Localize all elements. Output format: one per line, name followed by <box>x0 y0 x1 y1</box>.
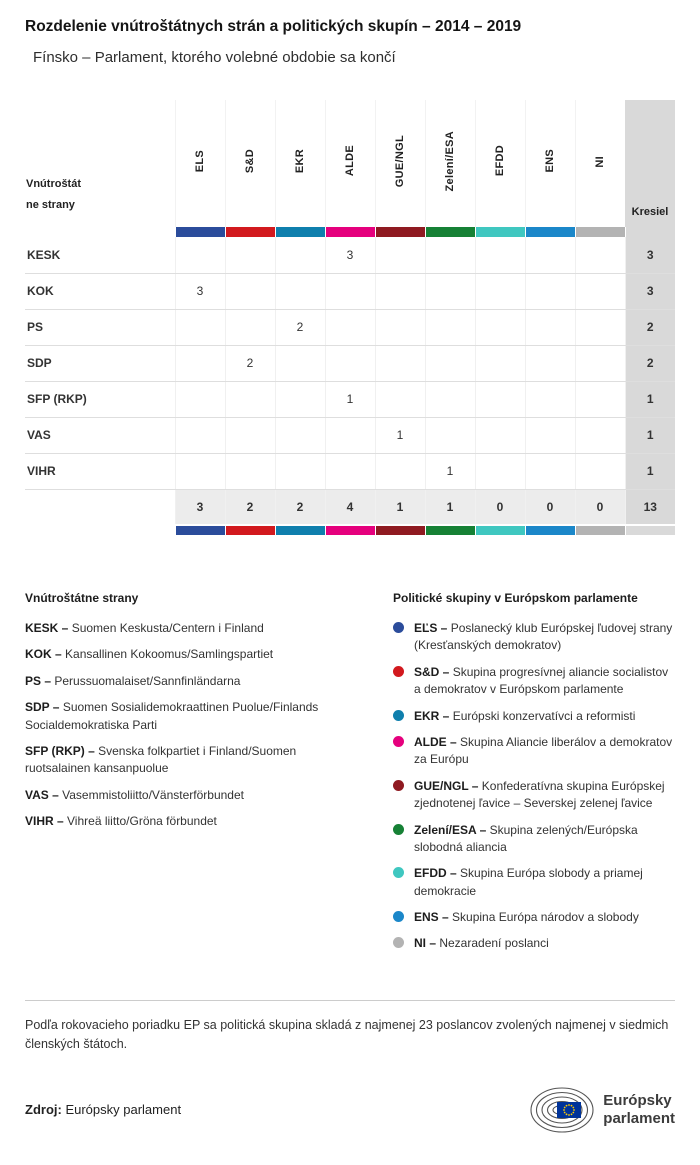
column-total-cell: 2 <box>275 489 325 525</box>
group-legend-code: Zelení/ESA – <box>414 822 490 837</box>
legends-section <box>25 591 675 962</box>
group-legend-description: Skupina Aliancie liberálov a demokratov za Európu <box>414 734 673 767</box>
european-parliament-logo <box>529 1085 675 1135</box>
seat-count-cell <box>175 417 225 453</box>
seat-count-cell <box>575 453 625 489</box>
group-legend-description: Skupina Európa národov a slobody <box>452 910 639 925</box>
seat-count-cell <box>425 273 475 309</box>
national-parties-legend-title: Vnútroštátne strany <box>25 591 139 605</box>
totals-row <box>25 489 675 525</box>
group-color-bar-ALDE <box>325 525 375 535</box>
seat-count-cell <box>175 453 225 489</box>
party-name: KOK <box>25 273 175 309</box>
table-row-PS <box>25 309 675 345</box>
group-header-label: NI <box>594 155 607 168</box>
seat-count-cell <box>425 309 475 345</box>
group-color-dot <box>393 622 404 633</box>
seat-count-cell <box>575 309 625 345</box>
group-legend-code: ENS – <box>414 910 453 925</box>
row-seats-total: 3 <box>625 273 675 309</box>
seat-count-cell <box>375 237 425 273</box>
column-total-cell: 3 <box>175 489 225 525</box>
seat-count-cell <box>475 237 525 273</box>
source-value: Európsky parlament <box>65 1102 182 1118</box>
group-header-EKR <box>275 100 325 227</box>
party-legend-description: Vihreä liitto/Gröna förbundet <box>67 814 217 829</box>
seats-bar-cell <box>625 525 675 535</box>
party-legend-item <box>25 813 357 830</box>
row-seats-total: 1 <box>625 417 675 453</box>
seat-count-cell <box>225 417 275 453</box>
group-header-label: ELS <box>194 149 206 173</box>
group-legend-text <box>414 822 675 857</box>
party-name: PS <box>25 309 175 345</box>
party-name: VAS <box>25 417 175 453</box>
footer <box>25 1085 675 1135</box>
group-legend-item <box>393 778 675 813</box>
grand-total-cell: 13 <box>625 489 675 525</box>
party-legend-description: Suomen Keskusta/Centern i Finland <box>71 621 264 635</box>
seat-count-cell <box>475 453 525 489</box>
group-color-bar-ELS <box>175 227 225 237</box>
group-legend-code: ALDE – <box>414 734 461 749</box>
seat-count-cell: 1 <box>375 417 425 453</box>
seat-count-cell <box>325 453 375 489</box>
group-legend-text <box>414 935 549 952</box>
row-seats-total: 2 <box>625 309 675 345</box>
group-color-bar-GUE/NGL <box>375 227 425 237</box>
seat-count-cell: 3 <box>175 273 225 309</box>
party-legend-description: Suomen Sosialidemokraattinen Puolue/Finlands Socialdemokratiska Parti <box>25 700 319 732</box>
party-legend-description: Kansallinen Kokoomus/Samlingspartiet <box>65 647 274 662</box>
seat-count-cell <box>375 309 425 345</box>
group-color-bar-Zelení/ESA <box>425 227 475 237</box>
seat-count-cell <box>325 345 375 381</box>
group-header-ALDE <box>325 100 375 227</box>
table-row-SDP <box>25 345 675 381</box>
group-legend-item <box>393 620 675 655</box>
party-name: SDP <box>25 345 175 381</box>
seat-count-cell <box>225 309 275 345</box>
seat-count-cell <box>575 345 625 381</box>
table-body <box>25 237 675 489</box>
seat-count-cell <box>375 345 425 381</box>
political-groups-legend-items <box>393 620 675 953</box>
seats-bar-cell <box>625 227 675 237</box>
group-color-dot <box>393 867 404 878</box>
table-row-KESK <box>25 237 675 273</box>
group-legend-code: S&D – <box>414 664 453 679</box>
seat-count-cell <box>375 453 425 489</box>
group-header-label: ALDE <box>344 145 356 177</box>
group-color-dot <box>393 780 404 791</box>
footnote: Podľa rokovacieho poriadku EP sa politická skupina skladá z najmenej 23 poslancov zvolených najmenej v siedmich členských štátoch. <box>25 1017 669 1052</box>
group-legend-item <box>393 664 675 699</box>
page-title: Rozdelenie vnútroštátnych strán a politických skupín – 2014 – 2019 <box>25 18 522 35</box>
group-legend-item <box>393 865 675 900</box>
seat-count-cell <box>325 417 375 453</box>
seat-count-cell <box>525 345 575 381</box>
seat-count-cell <box>225 237 275 273</box>
table-row-SFP (RKP) <box>25 381 675 417</box>
column-total-cell: 0 <box>475 489 525 525</box>
color-bar-row-bottom <box>25 525 675 535</box>
seat-count-cell <box>425 417 475 453</box>
table-row-VAS <box>25 417 675 453</box>
row-seats-total: 3 <box>625 237 675 273</box>
row-seats-total: 2 <box>625 345 675 381</box>
group-header-label: ENS <box>544 149 556 173</box>
group-legend-text <box>414 708 635 725</box>
seat-count-cell <box>275 381 325 417</box>
group-legend-text <box>414 734 675 769</box>
bar-spacer-cell <box>25 227 175 237</box>
seat-count-cell <box>475 345 525 381</box>
seat-count-cell <box>275 417 325 453</box>
bar-spacer-cell <box>25 525 175 535</box>
national-parties-legend <box>25 591 393 962</box>
party-legend-code: PS – <box>25 673 55 688</box>
column-total-cell: 0 <box>575 489 625 525</box>
party-legend-code: KESK – <box>25 621 72 635</box>
group-color-bar-ENS <box>525 227 575 237</box>
group-color-bar-EFDD <box>475 525 525 535</box>
group-color-bar-NI <box>575 227 625 237</box>
column-total-cell: 2 <box>225 489 275 525</box>
seats-column-header: Kresiel <box>625 100 675 227</box>
seat-count-cell <box>525 417 575 453</box>
column-total-cell: 0 <box>525 489 575 525</box>
row-seats-total: 1 <box>625 381 675 417</box>
party-legend-item <box>25 620 357 637</box>
group-header-row <box>25 100 675 227</box>
seat-count-cell: 1 <box>425 453 475 489</box>
party-legend-description: Vasemmistoliitto/Vänsterförbundet <box>62 787 244 802</box>
national-parties-legend-items <box>25 620 357 831</box>
group-color-bar-ELS <box>175 525 225 535</box>
party-legend-item <box>25 699 357 734</box>
seat-count-cell <box>275 453 325 489</box>
page-subtitle: Fínsko – Parlament, ktorého volebné obdobie sa končí <box>33 49 396 66</box>
group-legend-item <box>393 822 675 857</box>
seat-count-cell <box>175 345 225 381</box>
row-seats-total: 1 <box>625 453 675 489</box>
group-color-dot <box>393 736 404 747</box>
group-legend-text <box>414 778 675 813</box>
column-total-cell: 1 <box>425 489 475 525</box>
hemicycle-logo-icon <box>529 1085 595 1135</box>
group-color-bar-EKR <box>275 525 325 535</box>
seat-count-cell <box>175 309 225 345</box>
group-legend-text <box>414 664 675 699</box>
group-header-S&D <box>225 100 275 227</box>
group-legend-description: Skupina zelených/Európska slobodná aliancia <box>414 822 638 854</box>
group-legend-item <box>393 734 675 769</box>
party-column-header <box>25 100 175 227</box>
group-header-EFDD <box>475 100 525 227</box>
group-color-dot <box>393 937 404 948</box>
group-legend-description: Skupina progresívnej aliancie socialistov a demokratov v Európskom parlamente <box>414 664 669 697</box>
seat-distribution-table <box>25 100 675 535</box>
group-legend-description: Nezaradení poslanci <box>439 936 549 951</box>
group-color-dot <box>393 824 404 835</box>
source-line <box>25 1102 181 1117</box>
seat-count-cell <box>325 309 375 345</box>
totals-spacer-cell <box>25 489 175 525</box>
party-legend-code: VIHR – <box>25 814 68 829</box>
group-legend-code: EFDD – <box>414 866 461 881</box>
seat-count-cell <box>325 273 375 309</box>
seat-count-cell: 2 <box>275 309 325 345</box>
group-color-bar-S&D <box>225 525 275 535</box>
group-legend-text <box>414 865 675 900</box>
group-legend-item <box>393 909 675 926</box>
footer-divider <box>25 1000 675 1001</box>
seat-count-cell: 1 <box>325 381 375 417</box>
seat-count-cell: 3 <box>325 237 375 273</box>
seat-count-cell <box>575 381 625 417</box>
group-color-bar-ALDE <box>325 227 375 237</box>
seat-count-cell <box>475 381 525 417</box>
seat-count-cell <box>525 237 575 273</box>
seat-count-cell <box>475 309 525 345</box>
group-color-dot <box>393 911 404 922</box>
group-color-bar-Zelení/ESA <box>425 525 475 535</box>
table-row-VIHR <box>25 453 675 489</box>
group-legend-code: GUE/NGL – <box>414 778 482 793</box>
party-legend-item <box>25 646 357 663</box>
seat-count-cell <box>275 345 325 381</box>
group-color-bar-EKR <box>275 227 325 237</box>
group-header-label: EFDD <box>494 145 506 177</box>
seat-count-cell <box>375 273 425 309</box>
party-legend-description: Svenska folkpartiet i Finland/Suomen ruotsalainen kansanpuolue <box>25 743 297 776</box>
seat-count-cell <box>175 237 225 273</box>
seat-count-cell <box>525 309 575 345</box>
group-color-dot <box>393 710 404 721</box>
party-legend-code: SFP (RKP) – <box>25 743 99 758</box>
party-legend-code: VAS – <box>25 787 63 802</box>
seat-count-cell <box>425 237 475 273</box>
group-header-label: GUE/NGL <box>394 134 406 188</box>
group-header-ELS <box>175 100 225 227</box>
group-color-bar-GUE/NGL <box>375 525 425 535</box>
seat-count-cell: 2 <box>225 345 275 381</box>
group-color-bar-EFDD <box>475 227 525 237</box>
group-legend-code: EĽS – <box>414 621 451 635</box>
seat-count-cell <box>525 453 575 489</box>
seat-count-cell <box>275 237 325 273</box>
group-legend-description: Európski konzervatívci a reformisti <box>452 708 636 723</box>
logo-text <box>603 1092 675 1127</box>
group-legend-item <box>393 935 675 952</box>
seat-count-cell <box>525 381 575 417</box>
seat-count-cell <box>425 345 475 381</box>
party-name: VIHR <box>25 453 175 489</box>
group-header-Zelení/ESA <box>425 100 475 227</box>
party-legend-description: Perussuomalaiset/Sannfinländarna <box>54 673 241 688</box>
table-row-KOK <box>25 273 675 309</box>
group-header-label: EKR <box>294 148 306 174</box>
group-color-bar-ENS <box>525 525 575 535</box>
seat-count-cell <box>525 273 575 309</box>
source-label: Zdroj: <box>25 1102 62 1118</box>
group-header-label: Zelení/ESA <box>444 130 456 192</box>
group-legend-description: Konfederatívna skupina Európskej zjednotenej ľavice – Severskej zelenej ľavice <box>414 778 665 811</box>
seat-count-cell <box>225 381 275 417</box>
seat-count-cell <box>575 273 625 309</box>
seat-count-cell <box>575 417 625 453</box>
group-color-dot <box>393 666 404 677</box>
group-header-NI <box>575 100 625 227</box>
logo-text-line2: parlament <box>603 1109 675 1127</box>
seat-count-cell <box>575 237 625 273</box>
group-legend-description: Poslanecký klub Európskej ľudovej strany (Kresťanských demokratov) <box>414 621 673 653</box>
group-legend-item <box>393 708 675 725</box>
group-color-bar-S&D <box>225 227 275 237</box>
group-header-GUE/NGL <box>375 100 425 227</box>
seat-count-cell <box>375 381 425 417</box>
political-groups-legend-title: Politické skupiny v Európskom parlamente <box>393 591 638 605</box>
party-legend-code: KOK – <box>25 647 66 662</box>
group-header-ENS <box>525 100 575 227</box>
column-total-cell: 4 <box>325 489 375 525</box>
seat-count-cell <box>475 273 525 309</box>
seat-count-cell <box>225 273 275 309</box>
logo-text-line1: Európsky <box>603 1092 672 1110</box>
group-legend-text <box>414 620 675 655</box>
group-header-label: S&D <box>244 148 256 174</box>
group-legend-text <box>414 909 639 926</box>
group-legend-code: NI – <box>414 936 440 951</box>
party-legend-item <box>25 743 357 778</box>
column-total-cell: 1 <box>375 489 425 525</box>
group-color-bar-NI <box>575 525 625 535</box>
party-name: SFP (RKP) <box>25 381 175 417</box>
seat-count-cell <box>175 381 225 417</box>
party-legend-item <box>25 787 357 804</box>
group-legend-code: EKR – <box>414 708 453 723</box>
seat-count-cell <box>425 381 475 417</box>
seat-count-cell <box>275 273 325 309</box>
party-legend-item <box>25 673 357 690</box>
seat-count-cell <box>225 453 275 489</box>
party-column-header-label: Vnútroštátne strany <box>26 178 81 211</box>
color-bar-row-top <box>25 227 675 237</box>
political-groups-legend <box>393 591 675 962</box>
party-legend-code: SDP – <box>25 700 63 715</box>
seat-count-cell <box>475 417 525 453</box>
group-legend-description: Skupina Európa slobody a priamej demokracie <box>414 866 643 898</box>
party-name: KESK <box>25 237 175 273</box>
